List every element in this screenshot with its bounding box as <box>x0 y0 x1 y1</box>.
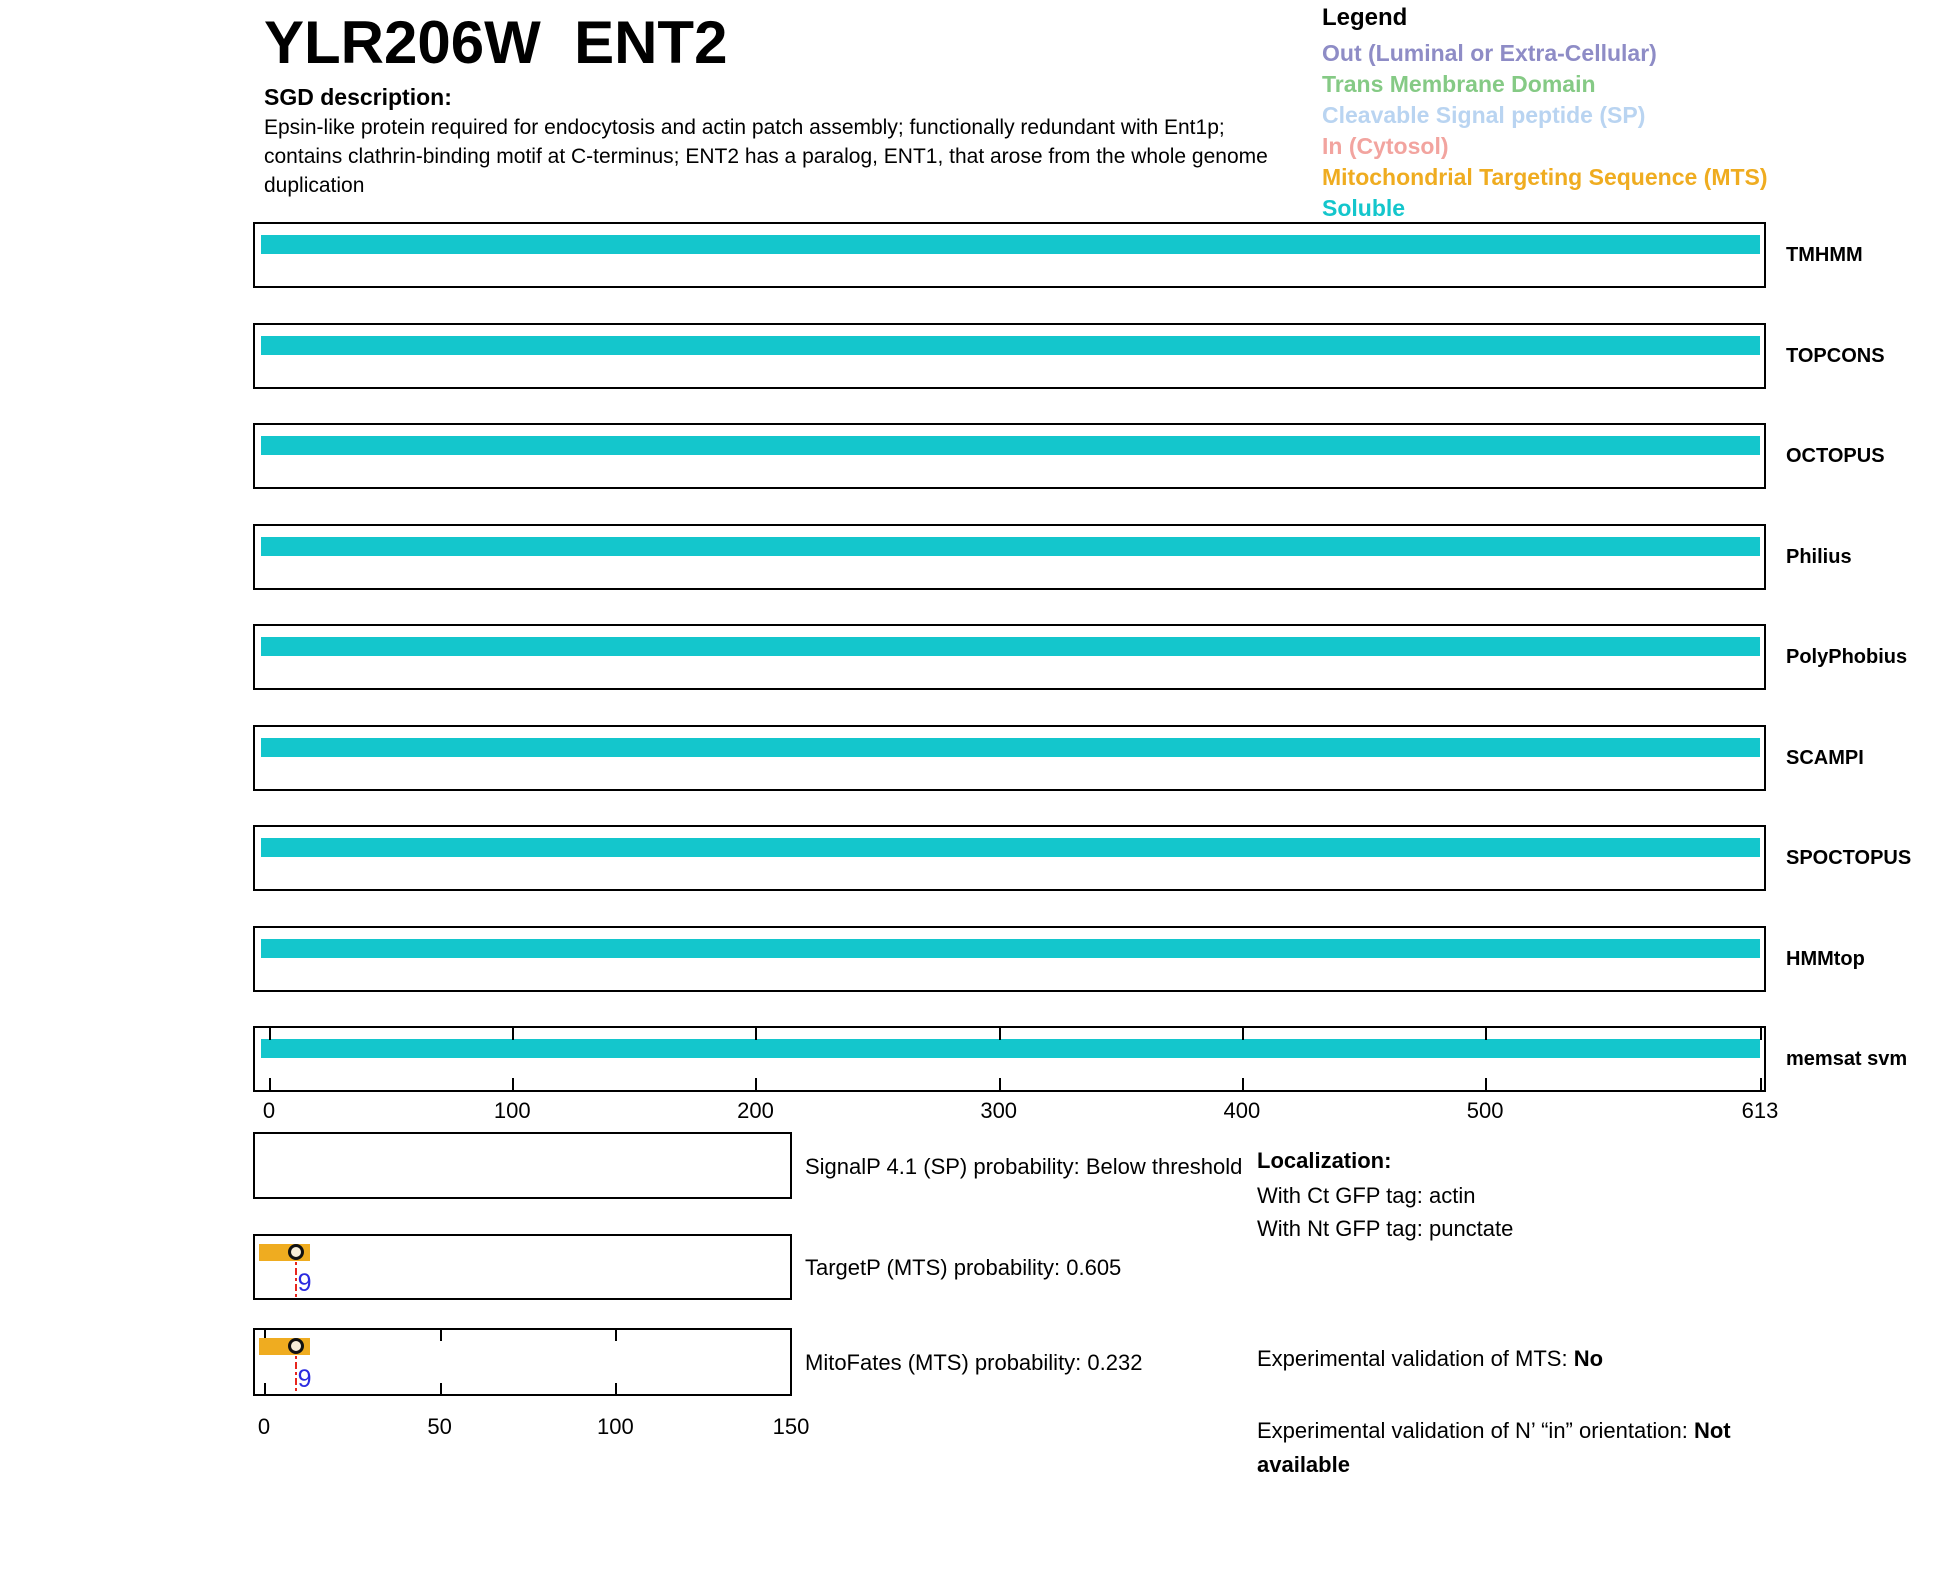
prob-axis-tick-bottom <box>615 1383 617 1394</box>
page-title: YLR206W ENT2 <box>264 9 728 76</box>
prob-axis-number-100: 100 <box>596 1414 634 1439</box>
prob-box-mitofates <box>253 1328 792 1396</box>
axis-tick-bottom <box>1760 1078 1762 1090</box>
legend-item-out: Out (Luminal or Extra-Cellular) <box>1322 40 1657 66</box>
cleavage-position-label: 9 <box>297 1365 312 1393</box>
axis-tick-bottom <box>1485 1078 1487 1090</box>
prob-box-targetp <box>253 1234 792 1300</box>
axis-tick-top <box>999 1028 1001 1040</box>
track-label-memsat-svm: memsat svm <box>1786 1048 1908 1070</box>
prob-axis-number-50: 50 <box>427 1414 452 1439</box>
main-axis-number-500: 500 <box>1466 1098 1504 1123</box>
prob-plot-label-targetp: TargetP (MTS) probability: 0.605 <box>805 1255 1122 1280</box>
track-box-scampi <box>253 725 1766 791</box>
prob-box-signalp <box>253 1132 792 1199</box>
axis-tick-top <box>269 1028 271 1040</box>
axis-tick-bottom <box>269 1078 271 1090</box>
prob-axis-tick-bottom <box>264 1383 266 1394</box>
axis-tick-bottom <box>755 1078 757 1090</box>
main-axis-number-300: 300 <box>980 1098 1018 1123</box>
main-axis-number-0: 0 <box>262 1098 276 1123</box>
track-segment-soluble <box>261 838 1760 857</box>
experimental-orientation-prefix: Experimental validation of N’ “in” orientation: <box>1257 1418 1694 1443</box>
track-segment-soluble <box>261 436 1760 455</box>
legend-item-soluble: Soluble <box>1322 195 1406 221</box>
track-box-polyphobius <box>253 624 1766 690</box>
experimental-orientation-value-2: available <box>1257 1452 1350 1477</box>
track-box-hmmtop <box>253 926 1766 992</box>
track-segment-soluble <box>261 939 1760 958</box>
track-box-tmhmm <box>253 222 1766 288</box>
prob-plot-label-signalp: SignalP 4.1 (SP) probability: Below threshold <box>805 1153 1243 1179</box>
cleavage-site-marker <box>288 1244 304 1260</box>
axis-tick-top <box>1242 1028 1244 1040</box>
sgd-description-line-1: Epsin-like protein required for endocytosis and actin patch assembly; functionally redundant with Ent1p; <box>264 116 1225 139</box>
sgd-description-line-2: contains clathrin-binding motif at C-terminus; ENT2 has a paralog, ENT1, that arose from the whole genome <box>264 145 1268 168</box>
cleavage-position-label: 9 <box>297 1269 312 1297</box>
track-label-topcons: TOPCONS <box>1786 345 1885 367</box>
track-label-scampi: SCAMPI <box>1786 747 1864 769</box>
localization-ct-gfp: With Ct GFP tag: actin <box>1257 1183 1476 1208</box>
axis-tick-bottom <box>1242 1078 1244 1090</box>
main-axis-number-613: 613 <box>1741 1098 1779 1123</box>
experimental-mts-prefix: Experimental validation of MTS: <box>1257 1346 1574 1371</box>
track-label-philius: Philius <box>1786 546 1852 568</box>
prob-axis-tick-top <box>615 1330 617 1341</box>
track-box-philius <box>253 524 1766 590</box>
prob-axis-number-0: 0 <box>257 1414 271 1439</box>
track-segment-soluble <box>261 235 1760 254</box>
axis-tick-top <box>512 1028 514 1040</box>
legend-item-in: In (Cytosol) <box>1322 133 1449 159</box>
axis-tick-top <box>1485 1028 1487 1040</box>
main-axis-number-100: 100 <box>493 1098 531 1123</box>
track-label-tmhmm: TMHMM <box>1786 244 1863 266</box>
sgd-description-line-3: duplication <box>264 174 365 197</box>
track-segment-soluble <box>261 336 1760 355</box>
track-box-memsat-svm <box>253 1026 1766 1092</box>
main-axis-number-200: 200 <box>737 1098 774 1123</box>
track-label-spoctopus: SPOCTOPUS <box>1786 847 1912 869</box>
track-box-octopus <box>253 423 1766 489</box>
track-segment-soluble <box>261 537 1760 556</box>
experimental-orientation-line-1 <box>1257 1418 1731 1444</box>
axis-tick-bottom <box>999 1078 1001 1090</box>
track-box-spoctopus <box>253 825 1766 891</box>
track-box-topcons <box>253 323 1766 389</box>
cleavage-site-marker <box>288 1338 304 1354</box>
prob-axis-number-150: 150 <box>772 1414 810 1439</box>
legend-item-tmd: Trans Membrane Domain <box>1322 71 1596 97</box>
experimental-mts-line <box>1257 1346 1603 1372</box>
legend-title: Legend <box>1322 4 1408 31</box>
track-label-polyphobius: PolyPhobius <box>1786 646 1908 668</box>
localization-nt-gfp: With Nt GFP tag: punctate <box>1257 1216 1514 1241</box>
track-segment-soluble <box>261 1039 1760 1058</box>
legend-item-mts: Mitochondrial Targeting Sequence (MTS) <box>1322 164 1768 190</box>
legend-item-sp: Cleavable Signal peptide (SP) <box>1322 102 1646 128</box>
prob-plot-label-mitofates: MitoFates (MTS) probability: 0.232 <box>805 1350 1143 1375</box>
track-segment-soluble <box>261 738 1760 757</box>
localization-heading: Localization: <box>1257 1148 1392 1173</box>
axis-tick-top <box>1760 1028 1762 1040</box>
axis-tick-bottom <box>512 1078 514 1090</box>
experimental-orientation-value-1: Not <box>1693 1418 1731 1443</box>
track-label-octopus: OCTOPUS <box>1786 445 1885 467</box>
main-axis-number-400: 400 <box>1223 1098 1261 1123</box>
prob-axis-tick-top <box>440 1330 442 1341</box>
axis-tick-top <box>755 1028 757 1040</box>
prob-axis-tick-bottom <box>440 1383 442 1394</box>
track-label-hmmtop: HMMtop <box>1786 948 1865 970</box>
sgd-description-label: SGD description: <box>264 84 452 110</box>
experimental-mts-value: No <box>1573 1346 1604 1371</box>
track-segment-soluble <box>261 637 1760 656</box>
